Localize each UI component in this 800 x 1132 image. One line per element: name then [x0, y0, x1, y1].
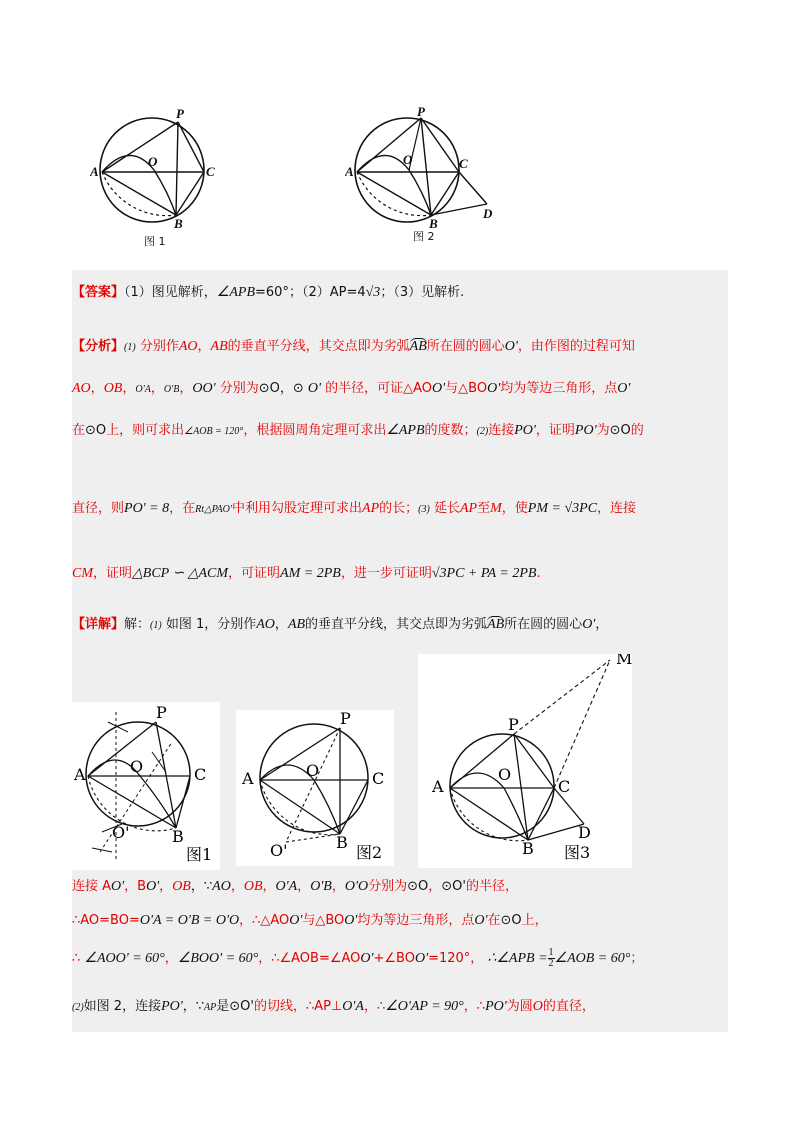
t: ，	[274, 617, 288, 632]
t: O'	[307, 381, 321, 396]
t: ；	[630, 951, 644, 966]
t: 上，	[521, 913, 548, 928]
t: ∠BOO' = 60°	[177, 951, 259, 966]
t: AB	[210, 339, 228, 354]
detail-tag: 【详解】	[72, 617, 125, 632]
t: PO'	[161, 999, 183, 1014]
answer-part3: ；（3）见解析.	[380, 285, 465, 300]
dfig3-label-B: B	[522, 839, 534, 858]
t: O'	[289, 913, 303, 928]
detail-figure-3	[418, 654, 632, 868]
t: 如图 2，连接	[83, 999, 162, 1014]
t: =120°，	[428, 951, 484, 966]
t: AP	[459, 501, 478, 516]
t: 均为等边三角形，点	[357, 913, 475, 928]
t: ，在	[169, 501, 196, 516]
t: 直径，则	[72, 501, 125, 516]
dfig1-caption: 图1	[186, 845, 213, 864]
analysis-line-1	[72, 336, 728, 359]
t: ，	[179, 381, 193, 396]
t: ，	[230, 879, 244, 894]
t: 如图 1，分别作	[165, 617, 257, 632]
fig1-label-C: C	[206, 164, 215, 179]
proof-line-3	[72, 948, 728, 970]
t: 上，则可求出	[106, 423, 185, 438]
t: ⊙O	[407, 879, 429, 894]
t: Rt△PAO'	[195, 504, 233, 515]
dfig1-label-A: A	[74, 765, 86, 784]
fig1-label-B: B	[174, 216, 183, 231]
t: 是	[216, 999, 230, 1014]
detail-figure-2	[236, 710, 394, 866]
t: 至	[477, 501, 491, 516]
fig2-label-D: D	[483, 206, 493, 221]
t: 的度数；	[424, 423, 477, 438]
t: ∴	[72, 951, 81, 966]
t: ，∴	[363, 999, 386, 1014]
fig2-label-P: P	[417, 104, 425, 119]
fig1-label-O: O	[148, 154, 158, 169]
t: ，∵	[182, 999, 205, 1014]
t: 的垂直平分线，其交点即为劣弧	[305, 617, 488, 632]
t: △BCP ∽ △ACM	[132, 566, 229, 581]
t: ∴∠APB =	[487, 951, 548, 966]
t: AP	[362, 501, 380, 516]
t: +∠BO	[373, 951, 415, 966]
dfig2-label-B: B	[336, 833, 348, 852]
t: ⊙O	[258, 381, 280, 396]
t: ，	[262, 879, 276, 894]
t: PO' = 8	[124, 501, 170, 516]
t: .	[536, 566, 541, 581]
t: 中利用勾股定理可求出	[232, 501, 363, 516]
fraction-half	[548, 948, 555, 969]
t: O'	[582, 617, 596, 632]
t: 延长	[433, 501, 460, 516]
t: O'A = O'B = O'O	[139, 913, 240, 928]
detail-line	[72, 614, 728, 637]
t: OB	[172, 879, 191, 894]
dfig3-label-O: O	[498, 765, 512, 784]
t: ，∴△AO	[239, 913, 290, 928]
t: O'	[487, 381, 501, 396]
t: AO	[72, 381, 91, 396]
t: ，	[258, 951, 272, 966]
t: 的半径，	[465, 879, 518, 894]
fig2-label-A: A	[345, 164, 354, 179]
t: ⊙O	[609, 423, 631, 438]
t: ，	[197, 339, 211, 354]
t: ，根据圆周角定理可求出	[243, 423, 387, 438]
t: CM	[72, 566, 93, 581]
proof-line-1	[72, 876, 728, 898]
dfig1-label-O: O	[130, 757, 144, 776]
t: 连接	[488, 423, 515, 438]
dfig1-label-O1: O'	[112, 823, 130, 842]
fig2-label-B: B	[429, 216, 438, 231]
analysis-tag: 【分析】	[72, 339, 125, 354]
t: O'A	[135, 384, 151, 395]
t: ⊙O	[85, 423, 107, 438]
t: ，	[331, 879, 345, 894]
t: 的	[630, 423, 644, 438]
detail-figure-1	[72, 702, 220, 870]
t: O'	[344, 913, 358, 928]
t: AB	[287, 617, 306, 632]
t: ，∴	[463, 999, 486, 1014]
t: O'O	[344, 879, 369, 894]
solution-panel	[72, 270, 728, 1032]
top-figure-2	[345, 100, 515, 250]
dfig2-label-P: P	[340, 710, 351, 728]
t: ，∵	[190, 879, 213, 894]
answer-line	[72, 282, 728, 304]
t: O	[532, 999, 543, 1014]
t: 分别作	[139, 339, 179, 354]
t: 与△BO	[445, 381, 488, 396]
t: M	[490, 501, 502, 516]
analysis-line-2	[72, 378, 728, 401]
t: O'A	[342, 999, 364, 1014]
t: OB	[103, 381, 123, 396]
dfig2-caption: 图2	[356, 843, 383, 862]
t: ，	[90, 381, 104, 396]
t: PO'	[485, 999, 507, 1014]
t: ，	[159, 879, 173, 894]
t: PO'	[514, 423, 536, 438]
t: 与△BO	[302, 913, 345, 928]
t: 所在圆的圆心	[426, 339, 505, 354]
fig2-caption: 图 2	[413, 230, 435, 243]
t: 的切线，∴AP⊥	[253, 999, 343, 1014]
dfig2-label-O: O	[306, 761, 320, 780]
t: PO'	[574, 423, 597, 438]
t: AM = 2PB	[280, 566, 341, 581]
t: O'	[474, 913, 488, 928]
t: ∠AOO' = 60°	[84, 951, 165, 966]
dfig3-label-A: A	[432, 777, 444, 796]
dfig1-label-B: B	[172, 827, 184, 846]
t: 的垂直平分线，其交点即为劣弧	[227, 339, 410, 354]
t: ，	[122, 381, 136, 396]
t: ，连接	[597, 501, 637, 516]
answer-tag: 【答案】	[72, 285, 125, 300]
t: 分别为	[368, 879, 408, 894]
t: O'	[111, 879, 125, 894]
dfig2-label-O1: O'	[270, 841, 288, 860]
answer-part1: （1）图见解析，	[124, 285, 217, 300]
t: AP	[204, 1002, 217, 1013]
t: ∠AOB = 120°	[184, 426, 244, 437]
proof-line-2	[72, 910, 728, 932]
t: (1)	[150, 620, 162, 631]
t: 的半径，可证△AO	[325, 381, 433, 396]
t: 均为等边三角形，点	[500, 381, 618, 396]
t: ，进一步可证明	[340, 566, 432, 581]
t: ，证明	[535, 423, 575, 438]
t: ∠AOB = 60°	[554, 951, 631, 966]
answer-angle: ∠APB	[216, 285, 256, 300]
t: AO	[212, 879, 231, 894]
frac-den: 2	[548, 958, 554, 969]
t: ，	[164, 951, 178, 966]
t: ，可证明	[228, 566, 281, 581]
arc-ab: AB	[409, 339, 427, 354]
t: O'	[414, 951, 429, 966]
t: O'	[360, 951, 374, 966]
t: ⊙O	[500, 913, 522, 928]
t: ，	[428, 879, 442, 894]
t: ，使	[501, 501, 528, 516]
arc-ab-2: AB	[487, 617, 505, 632]
t: 所在圆的圆心	[504, 617, 583, 632]
t: 分别为	[219, 381, 259, 396]
t: 连接 A	[72, 879, 112, 894]
t: ，B	[124, 879, 147, 894]
t: ⊙O'	[229, 999, 254, 1014]
fig1-label-A: A	[90, 164, 99, 179]
t: O'	[432, 381, 446, 396]
dfig1-label-P: P	[156, 703, 167, 722]
t: (3)	[418, 504, 430, 515]
t: ，	[297, 879, 311, 894]
fig2-label-O: O	[403, 152, 413, 167]
t: ，	[150, 381, 164, 396]
t: (2)	[476, 426, 489, 437]
dfig3-label-M: M	[616, 654, 632, 668]
t: O'	[617, 381, 631, 396]
t: O'	[146, 879, 160, 894]
t: ⊙O'	[441, 879, 466, 894]
dfig3-label-D: D	[578, 823, 591, 842]
t: AO	[256, 617, 275, 632]
fig1-caption: 图 1	[144, 235, 166, 248]
fig1-label-P: P	[176, 106, 184, 121]
analysis-line-5	[72, 563, 728, 585]
t: 为	[596, 423, 610, 438]
fig2-label-C: C	[459, 156, 468, 171]
answer-sqrt: √3	[365, 285, 381, 300]
t: ∠APB	[386, 423, 425, 438]
dfig1-label-C: C	[194, 765, 207, 784]
t: O'B	[310, 879, 332, 894]
dfig2-label-C: C	[372, 769, 385, 788]
t: (2)	[72, 1002, 84, 1013]
t: AO	[178, 339, 198, 354]
t: 解：	[124, 617, 151, 632]
t: 为圆	[506, 999, 533, 1014]
t: PM = √3PC	[527, 501, 598, 516]
t: ，由作图的过程可知	[517, 339, 635, 354]
t: ∴AO=BO=	[72, 913, 140, 928]
analysis-line-4	[72, 498, 728, 521]
frac-num: 1	[548, 947, 554, 958]
answer-part2: =60°；（2）AP=4	[255, 285, 366, 300]
top-figure-1	[90, 100, 240, 250]
dfig2-label-A: A	[242, 769, 254, 788]
t: ，证明	[93, 566, 133, 581]
t: 在	[72, 423, 86, 438]
t: OO'	[192, 381, 216, 396]
dfig3-label-P: P	[508, 715, 519, 734]
t: O'B	[163, 384, 180, 395]
analysis-line-3	[72, 420, 728, 443]
t: ∠O'AP = 90°	[385, 999, 464, 1014]
t: O'	[504, 339, 518, 354]
t: 的直径，	[542, 999, 595, 1014]
t: ∴∠AOB=∠AO	[271, 951, 361, 966]
t: ，⊙	[279, 381, 304, 396]
analysis-num1: (1)	[124, 342, 136, 353]
t: ，	[595, 617, 609, 632]
t: 在	[487, 913, 501, 928]
t: O'A	[275, 879, 298, 894]
dfig3-label-C: C	[558, 777, 571, 796]
t: 的长；	[379, 501, 419, 516]
t: OB	[243, 879, 263, 894]
dfig3-caption: 图3	[564, 843, 591, 862]
t: √3PC + PA = 2PB	[431, 566, 537, 581]
proof-line-4	[72, 996, 728, 1019]
